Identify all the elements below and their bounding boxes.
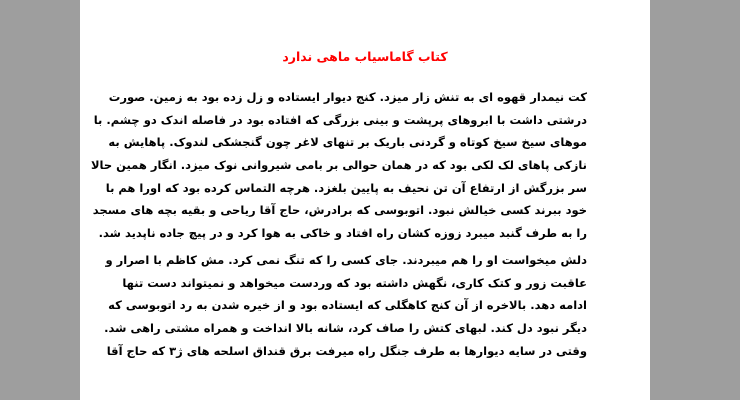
text-line: موهای سیخ سیخ کوتاه و گردنی باریک بر تنهای لاغر چون گنجشکی لندوک. پاهایش به xyxy=(108,135,587,150)
text-line: ادامه دهد. بالاخره از آن کنج کاهگلی که ایستاده بود و از خیره شدن به رد اتوبوسی که xyxy=(108,298,587,313)
paragraph-2 xyxy=(104,249,587,362)
document-page xyxy=(80,0,650,400)
text-line: دلش میخواست او را هم میبردند. جای کسی را که تنگ نمی کرد. مش کاظم با اصرار و xyxy=(105,252,587,267)
text-line: دیگر نبود دل کند. لبهای کتش را صاف کرد، شانه بالا انداخت و همراه مشتی راهی شد. xyxy=(104,320,587,335)
text-line: وقتی در سایه دیوارها به طرف جنگل راه میرفت برق قنداق اسلحه های ژ۳ که حاج آقا xyxy=(106,343,587,358)
document-title: کتاب گاماسیاب ماهی ندارد xyxy=(282,49,448,64)
document-body xyxy=(90,86,587,362)
text-line: عاقبت زور و کتک کاری، نگهش داشته بود که وردست میخواهد و نمیتواند دست تنها xyxy=(122,275,587,290)
text-line: سر بزرگش از ارتفاع آن تن نحیف به پایین بلغزد. هرچه التماس کرده بود که اورا هم با xyxy=(105,180,587,195)
text-line: را به طرف گنبد میبرد زوزه کشان راه افتاد و خاکی به هوا کرد و در پیچ جاده ناپدید شد. xyxy=(98,226,587,241)
paragraph-1 xyxy=(90,86,587,245)
text-line: خود ببرند کسی خیالش نبود. اتوبوسی که برادرش، حاج آقا ریاحی و بقیه بچه های مسجد xyxy=(92,203,587,218)
text-line: نازکی پاهای لک لکی بود که در همان حوالی بر بامی شیروانی نوک میزد. انگار همین حالا xyxy=(90,158,587,173)
text-line: درشتی داشت با ابروهای پرپشت و بینی بزرگی که افتاده بود در فاصله اندک دو چشم. با xyxy=(93,112,587,127)
text-line: کت نیمدار قهوه ای به تنش زار میزد. کنج دیوار ایستاده و زل زده بود به زمین. صورت xyxy=(108,90,587,104)
